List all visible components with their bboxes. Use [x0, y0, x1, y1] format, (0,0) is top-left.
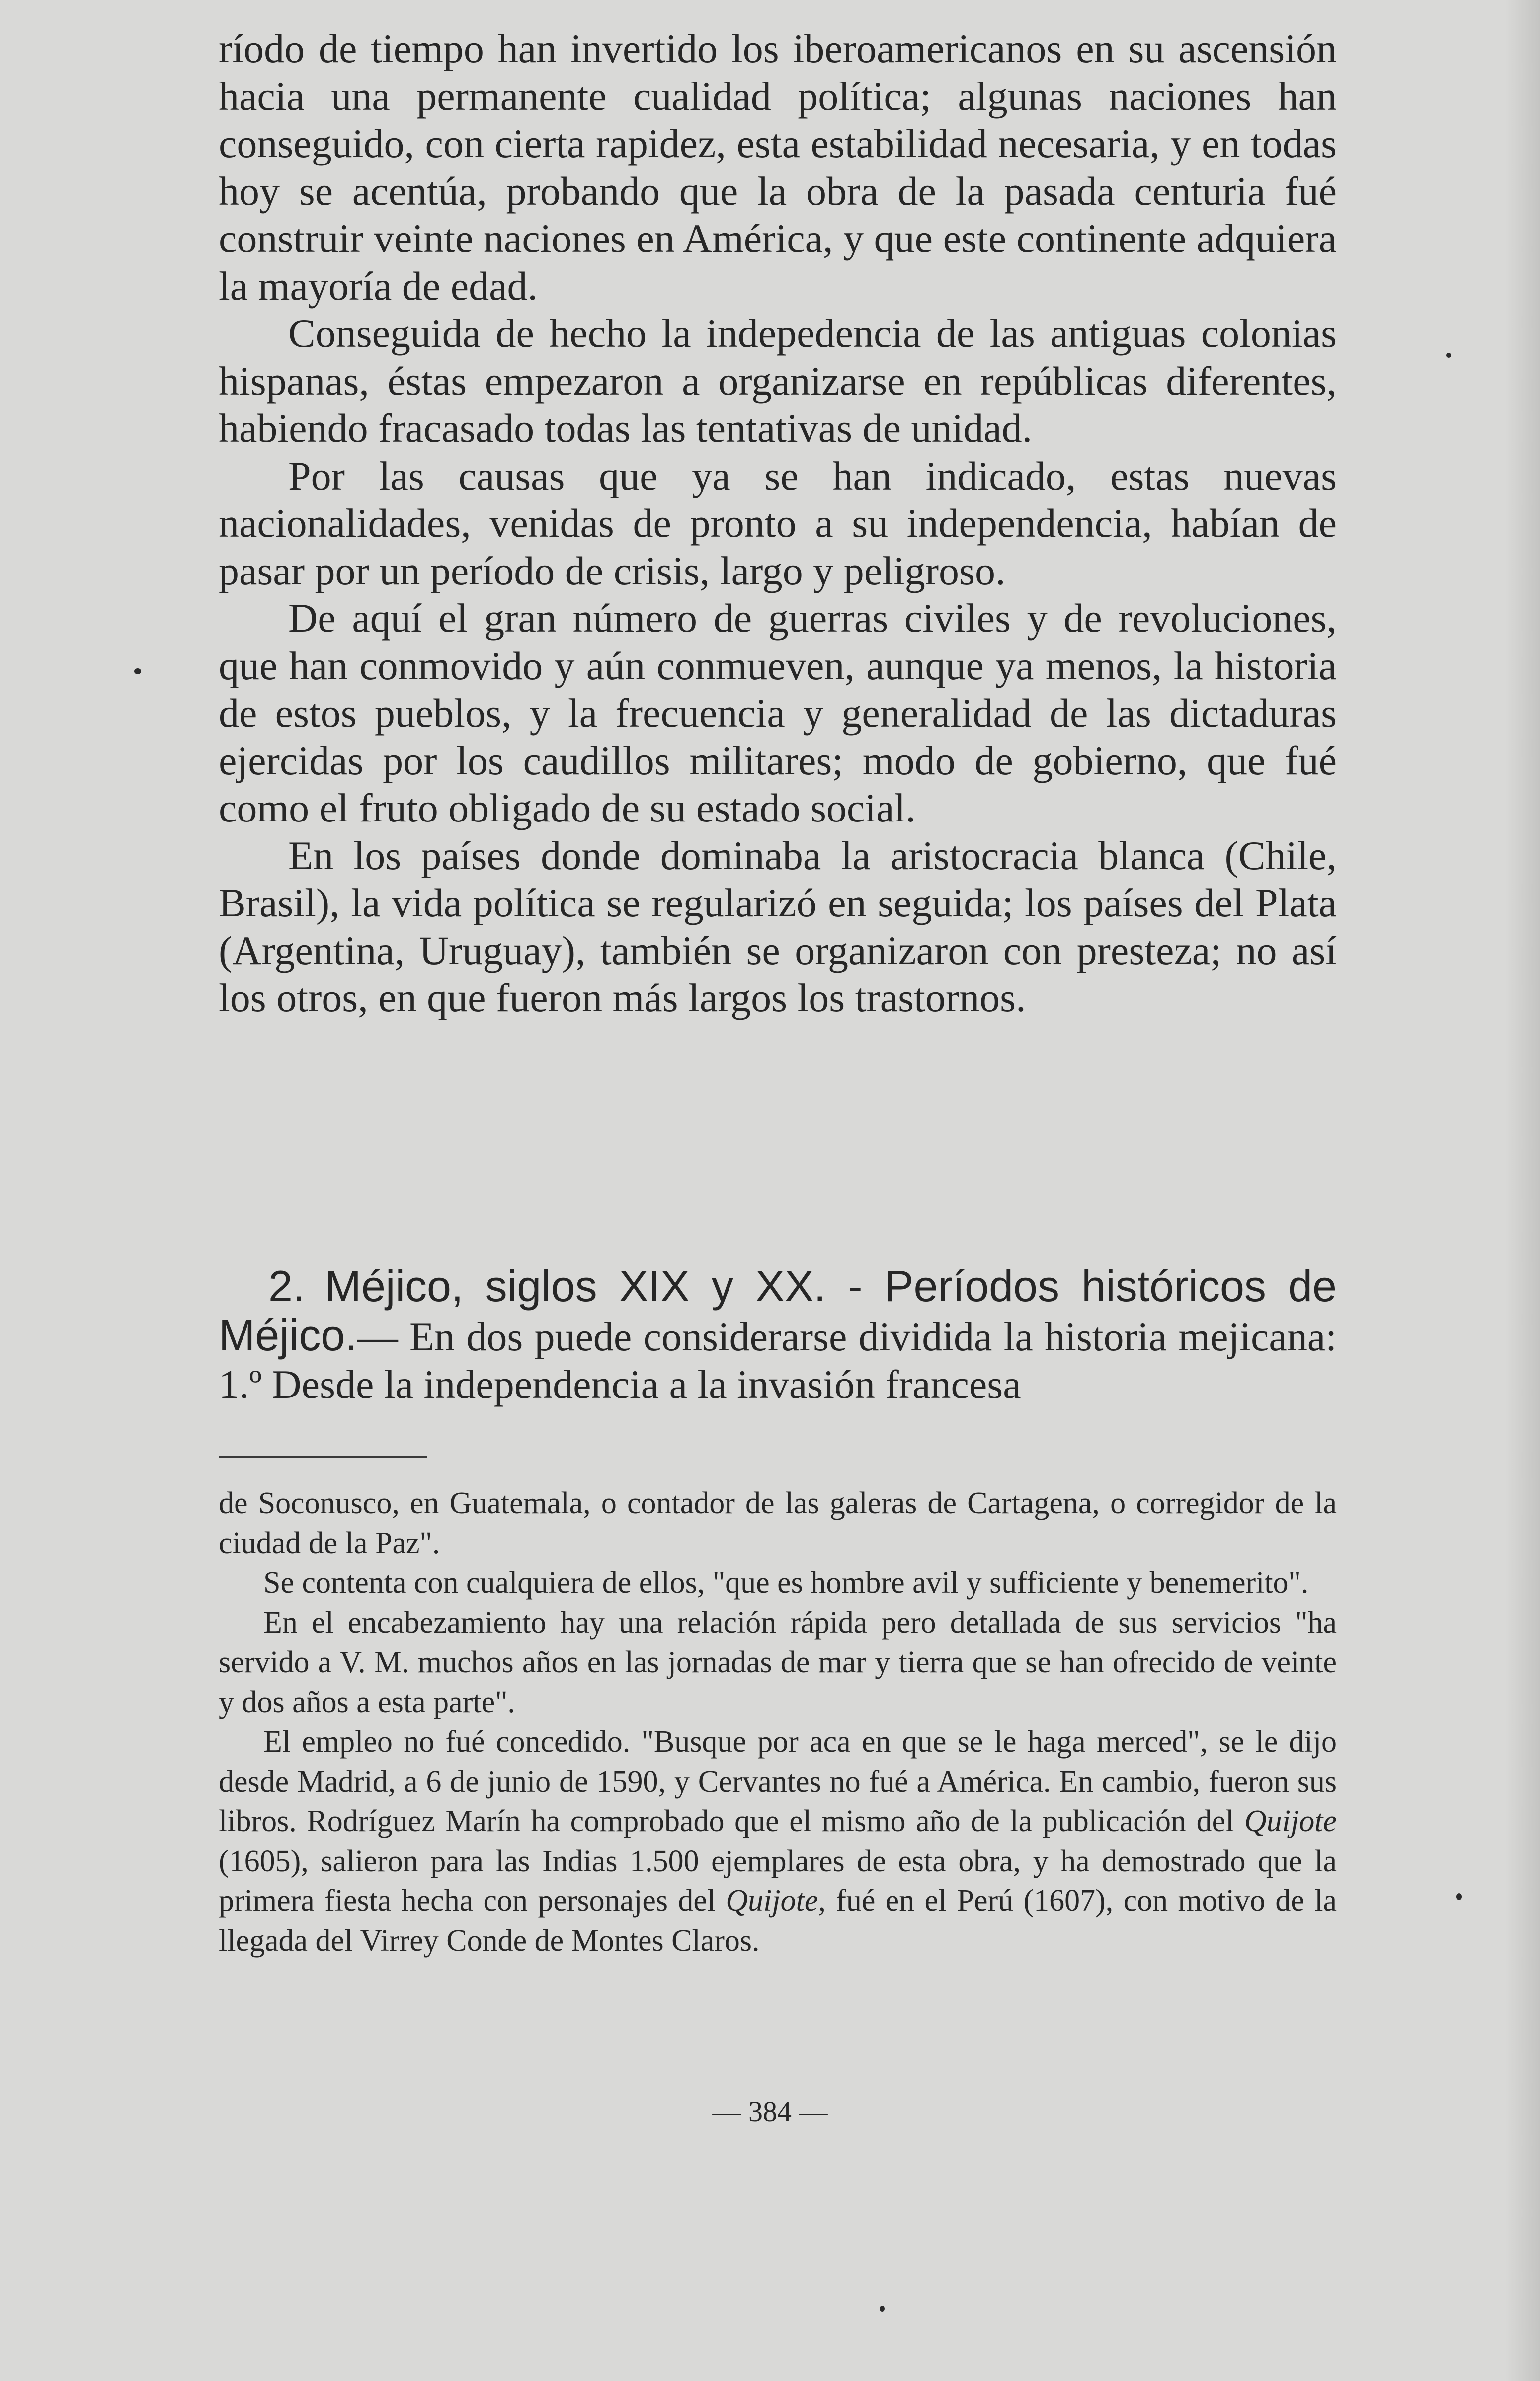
paragraph-civil-wars: De aquí el gran número de guerras civiles y de revoluciones, que han conmovido y aún conmueven, aunque ya menos, la historia de estos pueblos, y la frecuencia y generalidad de las dictaduras ejercidas por los caudillos militares; modo de gobierno, que fué como el fruto obligado de su estado social. — [219, 595, 1337, 830]
ink-spot — [134, 668, 141, 674]
section-heading-block — [219, 1262, 1337, 1408]
paragraph-crisis: Por las causas que ya se han indicado, estas nuevas nacionalidades, venidas de pronto a su independencia, habían de pasar por un período de crisis, largo y peligroso. — [219, 453, 1337, 593]
footnote-paragraph: En el encabezamiento hay una relación rápida pero detallada de sus servicios "ha servido a V. M. muchos años en las jornadas de mar y tierra que se han ofrecido de veinte y dos años a esta parte". — [219, 1606, 1337, 1719]
ink-spot — [1446, 353, 1451, 358]
paragraph-continuation: ríodo de tiempo han invertido los iberoamericanos en su ascensión hacia una permanente cualidad política; algunas naciones han conseguido, con cierta rapidez, esta estabilidad necesaria, y en todas hoy se acentúa, probando que la obra de la pasada centuria fué construir veinte naciones en América, y que este continente adquiera la mayoría de edad. — [219, 26, 1337, 309]
section-text: — En dos puede considerarse dividida la historia mejicana: 1.º Desde la independencia a la invasión francesa — [219, 1314, 1337, 1407]
page-number: — 384 — — [712, 2095, 828, 2128]
page-edge-shadow — [1505, 0, 1540, 2381]
paragraph-independence: Conseguida de hecho la indepedencia de las antiguas colonias hispanas, éstas empezaron a organizarse en repúblicas diferentes, habiendo fracasado todas las tentativas de unidad. — [219, 311, 1337, 451]
book-title-italic: Quijote — [726, 1884, 818, 1918]
section-number: 2. — [268, 1261, 305, 1311]
section-title: Méjico, siglos XIX y XX. - Períodos históricos de Méjico. — [219, 1261, 1337, 1360]
footnote-divider — [219, 1456, 427, 1458]
main-text-body — [219, 25, 1337, 1022]
footnote-paragraph: Se contenta con cualquiera de ellos, "que es hombre avil y sufficiente y benemerito". — [263, 1566, 1309, 1600]
footnote-text: (1605), salieron para las Indias 1.500 ejemplares de esta obra, y ha demostrado que la primera fiesta hecha con personajes del — [219, 1844, 1337, 1918]
ink-spot — [1456, 1893, 1462, 1900]
ink-spot — [880, 2306, 885, 2312]
footnote-text: El empleo no fué concedido. "Busque por aca en que se le haga merced", se le dijo desde Madrid, a 6 de junio de 1590, y Cervantes no fué a América. En cambio, fueron sus libros. Rodríguez Marín ha comprobado que el mismo año de la publicación del — [219, 1725, 1337, 1838]
paragraph-aristocracy: En los países donde dominaba la aristocracia blanca (Chile, Brasil), la vida política se regularizó en seguida; los países del Plata (Argentina, Uruguay), también se organizaron con presteza; no así los otros, en que fueron más largos los trastornos. — [219, 832, 1337, 1020]
footnotes — [219, 1483, 1337, 1961]
footnote-text: , fué en el Perú (1607), con motivo de la llegada del Virrey Conde de Montes Claros. — [219, 1884, 1337, 1958]
book-title-italic: Quijote — [1244, 1805, 1337, 1838]
footnote-continuation: de Soconusco, en Guatemala, o contador de las galeras de Cartagena, o corregidor de la ciudad de la Paz". — [219, 1486, 1337, 1560]
footnote-paragraph — [219, 1722, 1337, 1961]
